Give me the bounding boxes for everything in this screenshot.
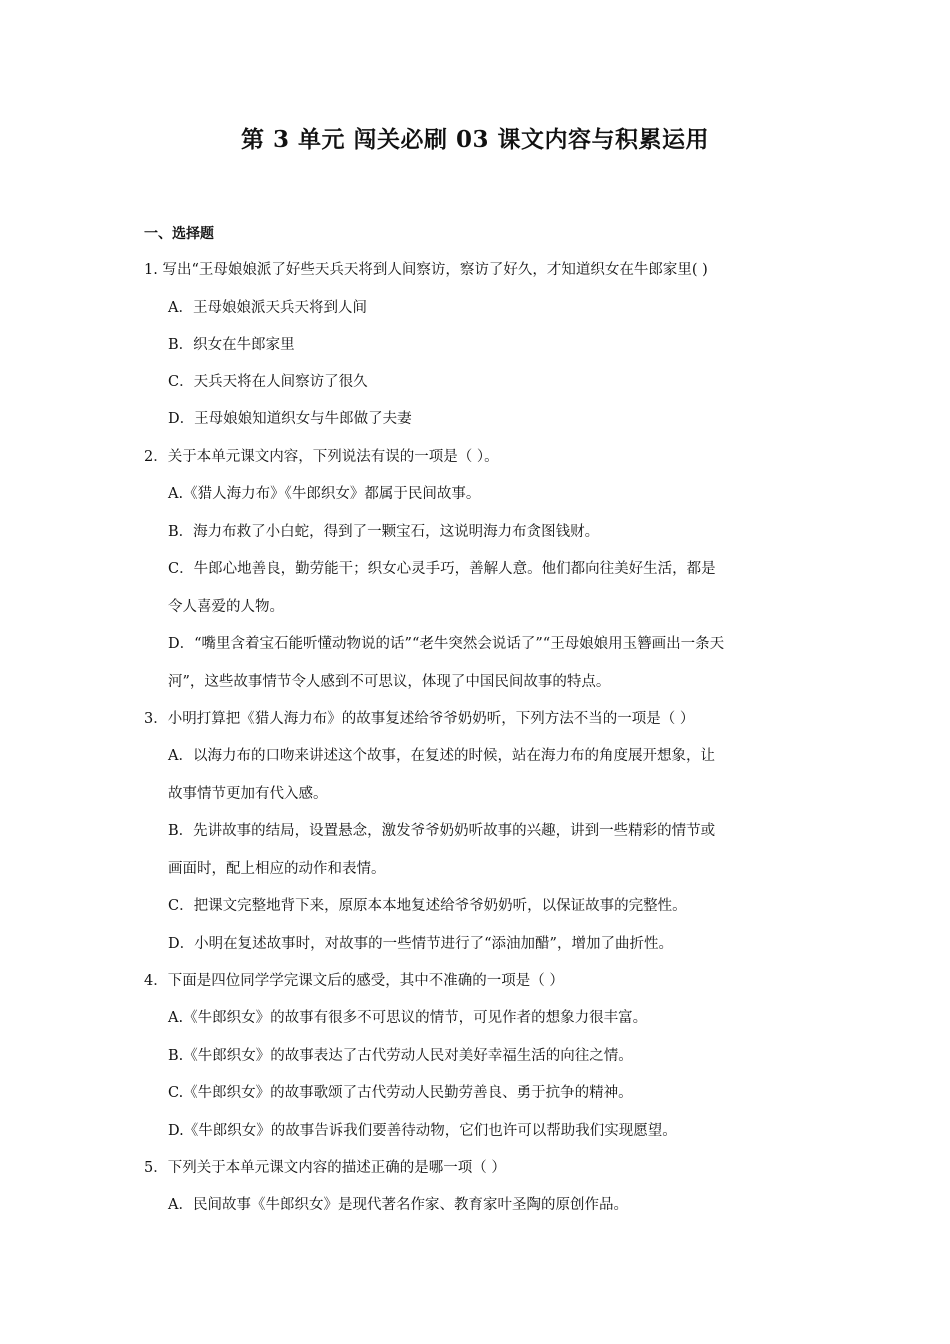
question-1-option-b: B．织女在牛郎家里 — [168, 337, 295, 353]
question-3-option-b-cont: 画面时，配上相应的动作和表情。 — [168, 861, 386, 877]
question-1-option-a: A．王母娘娘派天兵天将到人间 — [168, 300, 367, 316]
question-4-option-c: C.《牛郎织女》的故事歌颂了古代劳动人民勤劳善良、勇于抗争的精神。 — [168, 1085, 633, 1101]
question-2-option-d: D．“嘴里含着宝石能听懂动物说的话”“老牛突然会说话了”“王母娘娘用玉簪画出一条天 — [168, 636, 725, 652]
question-1-option-d: D．王母娘娘知道织女与牛郎做了夫妻 — [168, 411, 412, 427]
question-3-option-a-cont: 故事情节更加有代入感。 — [168, 786, 328, 802]
page-title: 第 3 单元 闯关必刷 03 课文内容与积累运用 — [240, 126, 710, 153]
question-3-option-b: B．先讲故事的结局，设置悬念，激发爷爷奶奶听故事的兴趣，讲到一些精彩的情节或 — [168, 823, 716, 839]
question-3-stem: 3．小明打算把《猎人海力布》的故事复述给爷爷奶奶听，下列方法不当的一项是（ ） — [144, 711, 695, 727]
question-3-option-d: D．小明在复述故事时，对故事的一些情节进行了“添油加醋”，增加了曲折性。 — [168, 936, 673, 952]
question-4-option-b: B.《牛郎织女》的故事表达了古代劳动人民对美好幸福生活的向往之情。 — [168, 1048, 633, 1064]
question-1-stem: 1. 写出“王母娘娘派了好些天兵天将到人间察访，察访了好久，才知道织女在牛郎家里( ) — [144, 262, 708, 278]
question-3-option-a: A．以海力布的口吻来讲述这个故事，在复述的时候，站在海力布的角度展开想象，让 — [168, 748, 715, 764]
section-heading: 一、选择题 — [144, 226, 214, 242]
question-4-option-d: D.《牛郎织女》的故事告诉我们要善待动物，它们也许可以帮助我们实现愿望。 — [168, 1123, 677, 1139]
question-2-option-b: B．海力布救了小白蛇，得到了一颗宝石，这说明海力布贪图钱财。 — [168, 524, 600, 540]
question-2-option-c-cont: 令人喜爱的人物。 — [168, 599, 284, 615]
question-2-option-d-cont: 河”，这些故事情节令人感到不可思议，体现了中国民间故事的特点。 — [168, 674, 611, 690]
question-2-stem: 2．关于本单元课文内容，下列说法有误的一项是（ ）。 — [144, 449, 499, 465]
question-5-option-a: A．民间故事《牛郎织女》是现代著名作家、教育家叶圣陶的原创作品。 — [168, 1197, 628, 1213]
question-2-option-a: A.《猎人海力布》《牛郎织女》都属于民间故事。 — [168, 486, 481, 502]
question-2-option-c: C．牛郎心地善良，勤劳能干；织女心灵手巧，善解人意。他们都向往美好生活，都是 — [168, 561, 716, 577]
question-5-stem: 5．下列关于本单元课文内容的描述正确的是哪一项（ ） — [144, 1160, 506, 1176]
question-1-option-c: C．天兵天将在人间察访了很久 — [168, 374, 368, 390]
question-3-option-c: C．把课文完整地背下来，原原本本地复述给爷爷奶奶听，以保证故事的完整性。 — [168, 898, 687, 914]
question-4-option-a: A.《牛郎织女》的故事有很多不可思议的情节，可见作者的想象力很丰富。 — [168, 1010, 648, 1026]
question-4-stem: 4．下面是四位同学学完课文后的感受，其中不准确的一项是（ ） — [144, 973, 564, 989]
